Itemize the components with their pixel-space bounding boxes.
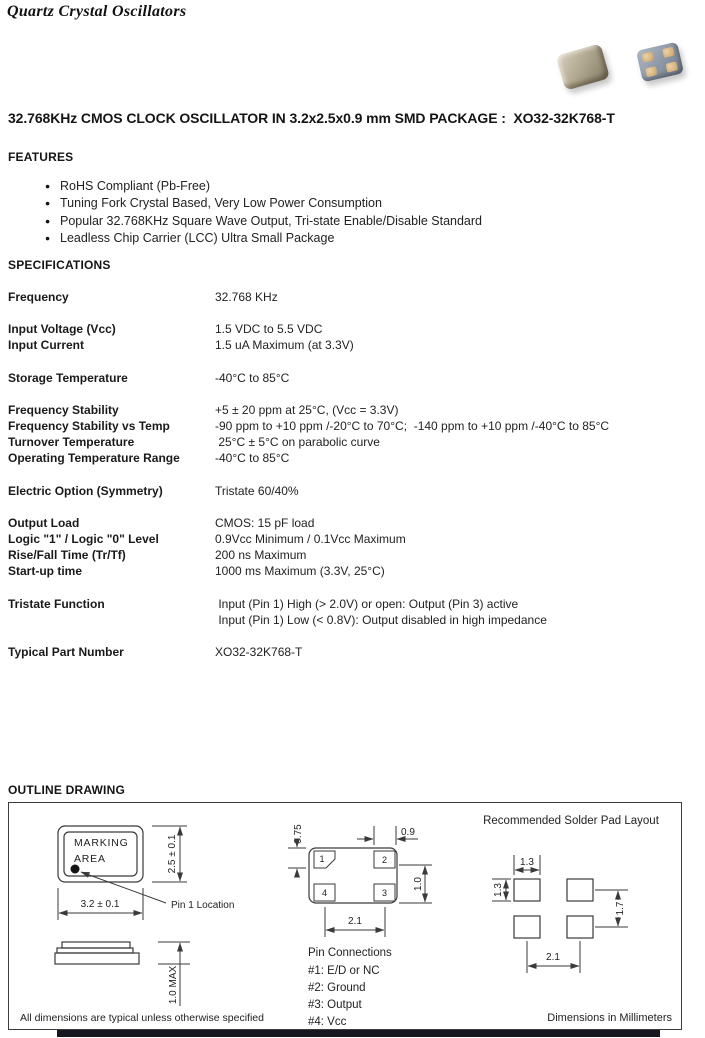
specifications-heading: SPECIFICATIONS xyxy=(8,258,111,272)
spec-group xyxy=(8,596,698,628)
outline-drawing-heading: OUTLINE DRAWING xyxy=(8,783,125,797)
spec-row xyxy=(8,515,698,531)
spec-value: Input (Pin 1) High (> 2.0V) or open: Output (Pin 3) active Input (Pin 1) Low (< 0.8V): Output disabled in high impedance xyxy=(215,596,547,627)
solder-pad-layout-title: Recommended Solder Pad Layout xyxy=(483,815,659,827)
spec-row xyxy=(8,370,698,386)
feature-text: Popular 32.768KHz Square Wave Output, Tri-state Enable/Disable Standard xyxy=(60,213,482,228)
spec-value: 32.768 KHz xyxy=(215,290,278,304)
spec-group xyxy=(8,644,698,660)
features-heading: FEATURES xyxy=(8,150,74,164)
pin-connections xyxy=(308,947,392,1028)
package-pad xyxy=(666,61,679,72)
spec-value: 25°C ± 5°C on parabolic curve xyxy=(215,435,380,450)
bullet-icon: ● xyxy=(45,232,51,243)
spec-value: 1.5 uA Maximum (at 3.3V) xyxy=(215,338,354,353)
package-pad xyxy=(642,51,655,62)
outline-drawing-svg xyxy=(9,803,681,1029)
spec-group xyxy=(8,289,698,305)
dim-height: 2.5 ± 0.1 xyxy=(167,834,178,874)
spec-value: 0.9Vcc Minimum / 0.1Vcc Maximum xyxy=(215,532,406,547)
spec-label: Electric Option (Symmetry) xyxy=(8,483,163,498)
dim-pad-width: 0.9 xyxy=(401,827,415,838)
bullet-icon: ● xyxy=(45,181,51,191)
pin1-dot xyxy=(71,865,80,874)
feature-text: Leadless Chip Carrier (LCC) Ultra Small Package xyxy=(60,230,335,245)
spec-value: 200 ns Maximum xyxy=(215,548,307,563)
outline-drawing-panel xyxy=(8,802,682,1030)
side-view-drawing xyxy=(55,942,190,1006)
footer-bar xyxy=(57,1030,660,1037)
footnote-dimensions-unit: Dimensions in Millimeters xyxy=(547,1012,672,1024)
dim-thickness: 1.0 MAX xyxy=(168,965,179,1005)
pad-2-number: 2 xyxy=(381,855,388,865)
spec-group xyxy=(8,515,698,580)
pin-connection-item: #4: Vcc xyxy=(308,1016,347,1028)
dim-land-pitch-v: 1.7 xyxy=(615,901,626,916)
spec-label: Frequency xyxy=(8,290,69,304)
pad-4-number: 4 xyxy=(321,888,328,898)
spec-label: Operating Temperature Range xyxy=(8,451,180,466)
page-title: 32.768KHz CMOS CLOCK OSCILLATOR IN 3.2x2.5x0.9 mm SMD PACKAGE : XO32-32K768-T xyxy=(8,110,615,126)
spec-label: Storage Temperature xyxy=(8,370,128,385)
spec-row xyxy=(8,402,698,418)
package-pad xyxy=(645,66,658,77)
spec-row xyxy=(8,450,698,466)
pin1-location-label: Pin 1 Location xyxy=(171,900,235,911)
spec-value: -40°C to 85°C xyxy=(215,451,290,466)
spec-row xyxy=(8,596,698,628)
spec-label: Rise/Fall Time (Tr/Tf) xyxy=(8,548,126,563)
spec-row xyxy=(8,434,698,450)
pin-connections-heading: Pin Connections xyxy=(308,947,392,959)
spec-label: Output Load xyxy=(8,515,80,530)
dim-pad-offset: 0.75 xyxy=(293,824,304,844)
feature-item xyxy=(8,230,482,247)
dim-land-height: 1.3 xyxy=(493,883,504,897)
spec-row xyxy=(8,563,698,579)
spec-value: -40°C to 85°C xyxy=(215,370,290,385)
top-view-drawing xyxy=(58,826,234,920)
spec-value: CMOS: 15 pF load xyxy=(215,515,315,530)
spec-row xyxy=(8,531,698,547)
spec-value: Tristate 60/40% xyxy=(215,483,299,498)
features-list xyxy=(8,178,482,247)
spec-row xyxy=(8,644,698,660)
solder-pad-layout-drawing xyxy=(483,815,660,973)
spec-label: Frequency Stability xyxy=(8,402,119,417)
spec-group xyxy=(8,402,698,467)
spec-value: +5 ± 20 ppm at 25°C, (Vcc = 3.3V) xyxy=(215,402,399,417)
spec-label: Input Current xyxy=(8,338,84,353)
package-photo-bottom-view xyxy=(636,42,684,83)
spec-label: Logic "1" / Logic "0" Level xyxy=(8,532,159,547)
dim-pad-pitch-h: 2.1 xyxy=(348,916,362,927)
package-pad xyxy=(662,47,675,58)
bottom-view-drawing xyxy=(288,824,432,937)
dim-width: 3.2 ± 0.1 xyxy=(80,899,120,910)
spec-label: Tristate Function xyxy=(8,596,105,611)
spec-label: Start-up time xyxy=(8,564,83,579)
feature-text: Tuning Fork Crystal Based, Very Low Power Consumption xyxy=(60,196,382,211)
pad-1-number: 1 xyxy=(319,854,325,864)
feature-text: RoHS Compliant (Pb-Free) xyxy=(60,179,211,193)
spec-value: 1000 ms Maximum (3.3V, 25°C) xyxy=(215,564,385,579)
spec-label: Typical Part Number xyxy=(8,645,124,660)
spec-group xyxy=(8,483,698,499)
pad-3-number: 3 xyxy=(381,888,388,898)
spec-value: 1.5 VDC to 5.5 VDC xyxy=(215,322,323,337)
bullet-icon: ● xyxy=(45,215,51,226)
pin-connection-item: #1: E/D or NC xyxy=(308,965,380,977)
pin-connection-item: #3: Output xyxy=(308,999,362,1011)
spec-row xyxy=(8,483,698,499)
brand-title: Quartz Crystal Oscillators xyxy=(7,3,187,20)
dim-pad-pitch-v: 1.0 xyxy=(413,877,424,891)
spec-row xyxy=(8,547,698,563)
spec-value: -90 ppm to +10 ppm /-20°C to 70°C; -140 ppm to +10 ppm /-40°C to 85°C xyxy=(215,419,610,434)
spec-label: Frequency Stability vs Temp xyxy=(8,419,170,434)
feature-item xyxy=(8,195,482,212)
feature-item xyxy=(8,178,482,195)
marking-area-label: AREA xyxy=(74,853,106,865)
dim-land-width: 1.3 xyxy=(520,857,534,868)
marking-area-label: MARKING xyxy=(74,837,129,849)
spec-label: Input Voltage (Vcc) xyxy=(8,322,116,337)
spec-value: XO32-32K768-T xyxy=(215,645,303,660)
spec-row xyxy=(8,418,698,434)
spec-label: Turnover Temperature xyxy=(8,435,135,450)
package-photo-top-view xyxy=(556,43,610,90)
pin-connection-item: #2: Ground xyxy=(308,982,366,994)
feature-item xyxy=(8,213,482,230)
spec-row xyxy=(8,337,698,353)
footnote-dimensions-typical: All dimensions are typical unless otherwise specified xyxy=(20,1012,264,1024)
spec-row xyxy=(8,321,698,337)
bullet-icon: ● xyxy=(45,198,51,209)
spec-group xyxy=(8,370,698,386)
specs-table xyxy=(8,289,698,676)
spec-group xyxy=(8,321,698,353)
spec-row xyxy=(8,289,698,305)
dim-land-pitch-h: 2.1 xyxy=(546,952,560,963)
